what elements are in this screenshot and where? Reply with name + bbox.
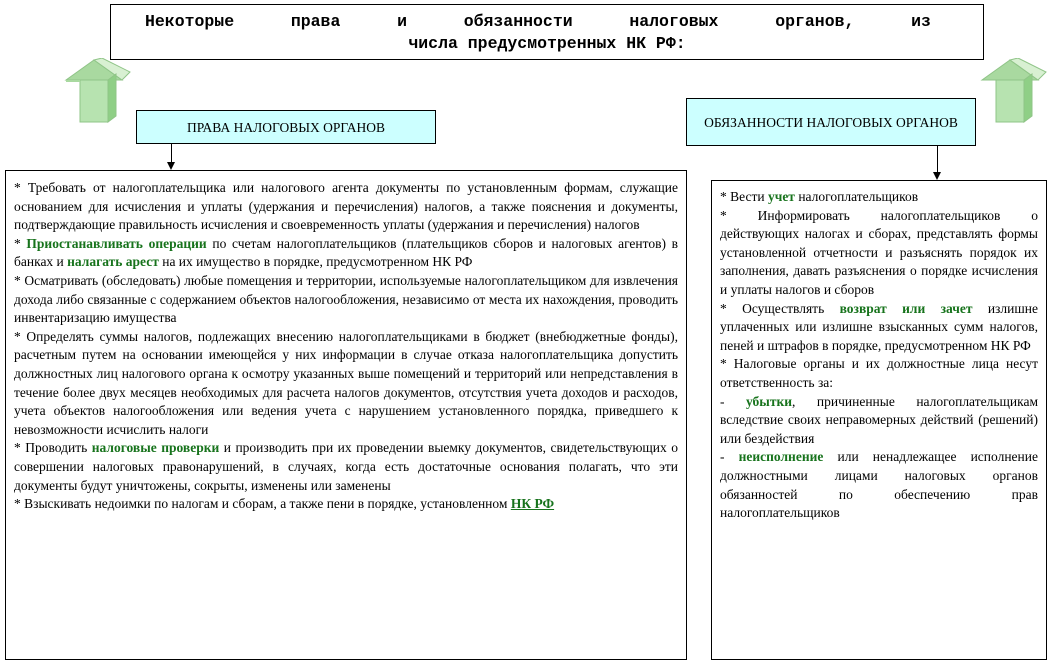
duty-item [720, 300, 1038, 356]
right-item [14, 439, 678, 495]
rights-connector-line [171, 144, 172, 164]
duty-item [720, 188, 1038, 207]
item-text: * Проводить [14, 440, 92, 456]
duty-item [720, 355, 1038, 392]
item-text: * Требовать от налогоплательщика или налогового агента документы по установленным формам, служащие основанием для исчисления и уплаты (удержания и перечисления) налогов, а также пояснения и документы, подтверждающие правильность исчисления и своевременность уплаты (удержания и перечисления) налогов [14, 180, 678, 233]
item-text: на их имущество в порядке, предусмотренном НК РФ [158, 254, 473, 270]
highlighted-term: Приостанавливать операции [26, 235, 207, 251]
title-word: органов, [775, 12, 855, 31]
rights-arrow-head-icon [167, 162, 175, 170]
duty-item [720, 393, 1038, 449]
up-arrow-3d-icon [976, 58, 1052, 124]
duties-panel [711, 180, 1047, 660]
item-text: * Взыскивать недоимки по налогам и сборам, а также пени в порядке, установленном [14, 496, 511, 512]
item-text: - [720, 393, 746, 409]
item-text: * Информировать налогоплательщиков о действующих налогах и сборах, представлять формы установленной отчетности и разъяснять порядок их заполнения, давать разъяснения о порядке исчисления и уплаты налогов и сборов [720, 207, 1038, 297]
title-word: права [290, 12, 341, 31]
highlighted-term: неисполнение [738, 449, 824, 465]
duties-arrow-head-icon [933, 172, 941, 180]
item-text: * Осматривать (обследовать) любые помещения и территории, используемые налогоплательщиком для извлечения дохода либо связанные с содержанием объектов налогообложения, независимо от места их нахождения, проводить инвентаризацию имущества [14, 272, 678, 326]
highlighted-term: возврат или зачет [839, 300, 973, 316]
up-arrow-3d-icon [56, 58, 134, 124]
item-text: или ненадлежащее исполнение должностными лицами налоговых органов обязанностей по обеспечению прав налогоплательщиков [720, 449, 1038, 521]
title-line-2: числа предусмотренных НК РФ: [408, 34, 686, 53]
title-word: Некоторые [145, 12, 235, 31]
item-text: , причиненные налогоплательщикам вследствие своих неправомерных действий (решений) или бездействия [720, 393, 1038, 446]
highlighted-term: учет [767, 189, 795, 204]
right-item [14, 272, 678, 328]
item-text: * Определять суммы налогов, подлежащих внесению налогоплательщиками в бюджет (внебюджетные фонды), расчетным путем на основании имеющейся у них информации в случае отказа налогоплательщика допустить должностных лиц налогового органа к осмотру указанных выше помещений и территорий или непредставления в течение более двух месяцев необходимых для расчета налогов документов, отсутствия учета доходов и расходов, учета объектов налогообложения или ведения учета с нарушением установленного порядка, приведшего к невозможности исчислить налоги [14, 328, 678, 437]
title-word: из [911, 12, 931, 31]
duty-item [720, 448, 1038, 522]
item-text: излишне уплаченных или излишне взысканных сумм налогов, пеней и штрафов в порядке, предусмотренном НК РФ [720, 300, 1038, 353]
item-text: налогоплательщиков [794, 189, 919, 204]
rights-panel [5, 170, 687, 660]
item-text: и производить при их проведении выемку документов, свидетельствующих о совершении налоговых правонарушений, в случаях, когда есть достаточные основания полагать, что эти документы будут уничтожены, сокрыты, изменены или заменены [14, 440, 678, 493]
highlighted-term: налоговые проверки [91, 440, 220, 456]
right-item [14, 495, 678, 514]
highlighted-term: налагать арест [67, 254, 159, 270]
right-item [14, 235, 678, 272]
right-item [14, 179, 678, 235]
item-text: * [14, 235, 27, 251]
title-line-1 [111, 11, 983, 33]
right-item [14, 328, 678, 440]
diagram-title [110, 4, 984, 60]
duties-connector-line [937, 146, 938, 174]
item-text: * Налоговые органы и их должностные лица несут ответственность за: [720, 356, 1038, 390]
duties-heading [686, 98, 976, 146]
highlighted-term: убытки [745, 393, 793, 409]
title-word: обязанности [463, 12, 573, 31]
item-text: - [720, 449, 739, 465]
rights-heading [136, 110, 436, 144]
highlighted-term[interactable]: НК РФ [510, 496, 555, 512]
rights-heading-label: ПРАВА НАЛОГОВЫХ ОРГАНОВ [187, 119, 385, 135]
duty-item [720, 207, 1038, 300]
title-word: налоговых [629, 12, 719, 31]
title-word: и [397, 12, 407, 31]
item-text: * Вести [720, 189, 768, 204]
item-text: * Осуществлять [720, 300, 840, 316]
duties-heading-label: ОБЯЗАННОСТИ НАЛОГОВЫХ ОРГАНОВ [704, 114, 958, 130]
item-text: по счетам налогоплательщиков (плательщиков сборов и налоговых агентов) в банках и [14, 235, 679, 270]
